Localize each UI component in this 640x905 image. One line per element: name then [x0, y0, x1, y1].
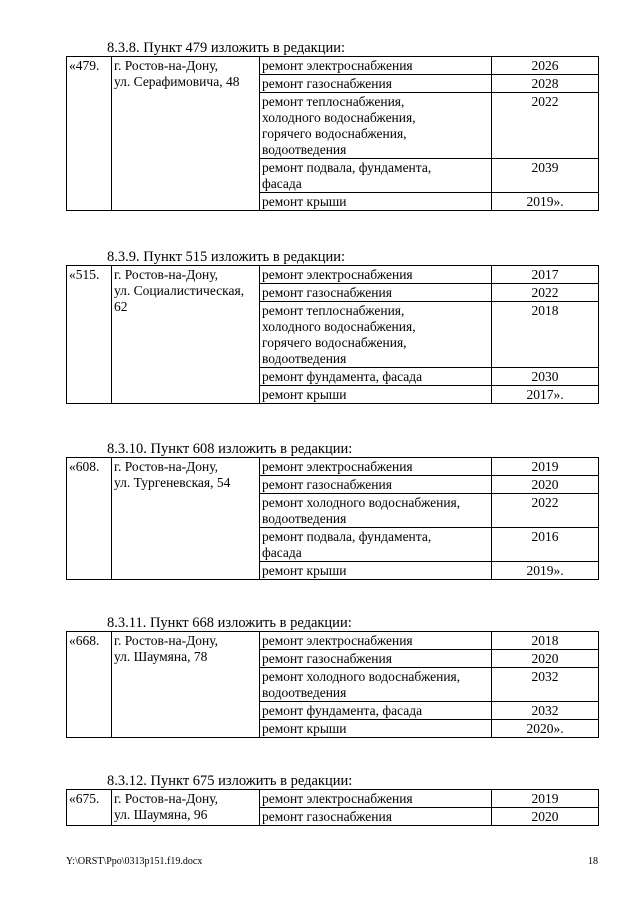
amendment-table [66, 631, 599, 738]
item-number-cell: «675. [67, 790, 112, 826]
work-type-line: ремонт крыши [262, 563, 347, 578]
year-cell: 2019». [492, 193, 599, 211]
work-type-cell [260, 159, 492, 193]
work-type-line: ремонт электроснабжения [262, 791, 413, 806]
work-type-line: водоотведения [262, 142, 347, 157]
section-heading: 8.3.8. Пункт 479 изложить в редакции: [107, 40, 346, 56]
year-cell: 2030 [492, 368, 599, 386]
work-type-cell [260, 528, 492, 562]
year-cell: 2018 [492, 632, 599, 650]
year-cell: 2019 [492, 458, 599, 476]
work-type-line: горячего водоснабжения, [262, 126, 407, 141]
work-type-line: горячего водоснабжения, [262, 335, 407, 350]
address-cell [112, 632, 260, 738]
work-type-line: водоотведения [262, 511, 347, 526]
item-number-cell: «608. [67, 458, 112, 580]
work-type-line: ремонт теплоснабжения, [262, 94, 405, 109]
work-type-line: ремонт фундамента, фасада [262, 703, 423, 718]
work-type-cell [260, 386, 492, 404]
work-type-line: ремонт электроснабжения [262, 58, 413, 73]
work-type-cell [260, 632, 492, 650]
year-cell: 2022 [492, 494, 599, 528]
year-cell: 2022 [492, 93, 599, 159]
amendment-section [66, 773, 598, 826]
year-cell: 2032 [492, 668, 599, 702]
address-line: ул. Серафимовича, 48 [114, 74, 240, 89]
work-type-line: ремонт крыши [262, 721, 347, 736]
year-cell: 2020 [492, 650, 599, 668]
work-type-cell [260, 75, 492, 93]
amendment-table [66, 789, 599, 826]
year-cell: 2016 [492, 528, 599, 562]
amendment-table [66, 457, 599, 580]
work-type-line: ремонт холодного водоснабжения, [262, 495, 461, 510]
address-cell [112, 790, 260, 826]
work-type-cell [260, 93, 492, 159]
work-type-line: ремонт газоснабжения [262, 651, 392, 666]
work-type-line: ремонт газоснабжения [262, 477, 392, 492]
amendment-table [66, 265, 599, 404]
work-type-line: ремонт газоснабжения [262, 809, 392, 824]
address-line: г. Ростов-на-Дону, [114, 459, 219, 474]
footer-page-number: 18 [588, 856, 598, 867]
address-line: ул. Шаумяна, 78 [114, 649, 208, 664]
amendment-section [66, 249, 598, 404]
work-type-line: ремонт электроснабжения [262, 633, 413, 648]
year-cell: 2026 [492, 57, 599, 75]
address-line: г. Ростов-на-Дону, [114, 633, 219, 648]
work-type-line: фасада [262, 545, 302, 560]
work-type-cell [260, 720, 492, 738]
section-heading: 8.3.10. Пункт 608 изложить в редакции: [107, 441, 353, 457]
work-type-line: водоотведения [262, 685, 347, 700]
section-heading: 8.3.11. Пункт 668 изложить в редакции: [107, 615, 352, 631]
amendment-section [66, 615, 598, 738]
item-number-cell: «668. [67, 632, 112, 738]
work-type-cell [260, 808, 492, 826]
work-type-cell [260, 284, 492, 302]
address-line: 62 [114, 299, 128, 314]
work-type-line: ремонт холодного водоснабжения, [262, 669, 461, 684]
work-type-line: ремонт газоснабжения [262, 285, 392, 300]
work-type-line: ремонт фундамента, фасада [262, 369, 423, 384]
year-cell: 2017 [492, 266, 599, 284]
work-type-cell [260, 193, 492, 211]
address-cell [112, 458, 260, 580]
work-type-line: фасада [262, 176, 302, 191]
work-type-cell [260, 57, 492, 75]
table-row [67, 458, 599, 476]
work-type-line: холодного водоснабжения, [262, 319, 416, 334]
work-type-line: ремонт теплоснабжения, [262, 303, 405, 318]
work-type-cell [260, 476, 492, 494]
work-type-cell [260, 702, 492, 720]
address-line: ул. Шаумяна, 96 [114, 807, 208, 822]
work-type-cell [260, 368, 492, 386]
year-cell: 2020 [492, 808, 599, 826]
year-cell: 2032 [492, 702, 599, 720]
address-line: ул. Тургеневская, 54 [114, 475, 231, 490]
year-cell: 2019». [492, 562, 599, 580]
footer-file-path: Y:\ORST\Ppo\0313p151.f19.docx [66, 856, 203, 867]
work-type-line: ремонт подвала, фундамента, [262, 160, 432, 175]
work-type-cell [260, 494, 492, 528]
address-line: г. Ростов-на-Дону, [114, 267, 219, 282]
item-number-cell: «515. [67, 266, 112, 404]
section-heading: 8.3.12. Пункт 675 изложить в редакции: [107, 773, 353, 789]
work-type-cell [260, 668, 492, 702]
work-type-cell [260, 266, 492, 284]
work-type-line: ремонт подвала, фундамента, [262, 529, 432, 544]
address-cell [112, 266, 260, 404]
work-type-line: ремонт электроснабжения [262, 267, 413, 282]
address-cell [112, 57, 260, 211]
address-line: г. Ростов-на-Дону, [114, 58, 219, 73]
work-type-line: ремонт крыши [262, 387, 347, 402]
amendment-table [66, 56, 599, 211]
amendment-section [66, 441, 598, 580]
work-type-cell [260, 790, 492, 808]
address-line: ул. Социалистическая, [114, 283, 245, 298]
work-type-cell [260, 458, 492, 476]
table-row [67, 790, 599, 808]
work-type-cell [260, 650, 492, 668]
work-type-cell [260, 302, 492, 368]
section-heading: 8.3.9. Пункт 515 изложить в редакции: [107, 249, 346, 265]
table-row [67, 632, 599, 650]
table-row [67, 57, 599, 75]
work-type-line: ремонт газоснабжения [262, 76, 392, 91]
year-cell: 2019 [492, 790, 599, 808]
year-cell: 2017». [492, 386, 599, 404]
page-footer [66, 856, 598, 867]
work-type-line: ремонт крыши [262, 194, 347, 209]
work-type-line: ремонт электроснабжения [262, 459, 413, 474]
year-cell: 2018 [492, 302, 599, 368]
year-cell: 2022 [492, 284, 599, 302]
work-type-cell [260, 562, 492, 580]
work-type-line: холодного водоснабжения, [262, 110, 416, 125]
year-cell: 2020». [492, 720, 599, 738]
year-cell: 2028 [492, 75, 599, 93]
work-type-line: водоотведения [262, 351, 347, 366]
table-row [67, 266, 599, 284]
item-number-cell: «479. [67, 57, 112, 211]
year-cell: 2039 [492, 159, 599, 193]
year-cell: 2020 [492, 476, 599, 494]
address-line: г. Ростов-на-Дону, [114, 791, 219, 806]
amendment-section [66, 40, 598, 211]
